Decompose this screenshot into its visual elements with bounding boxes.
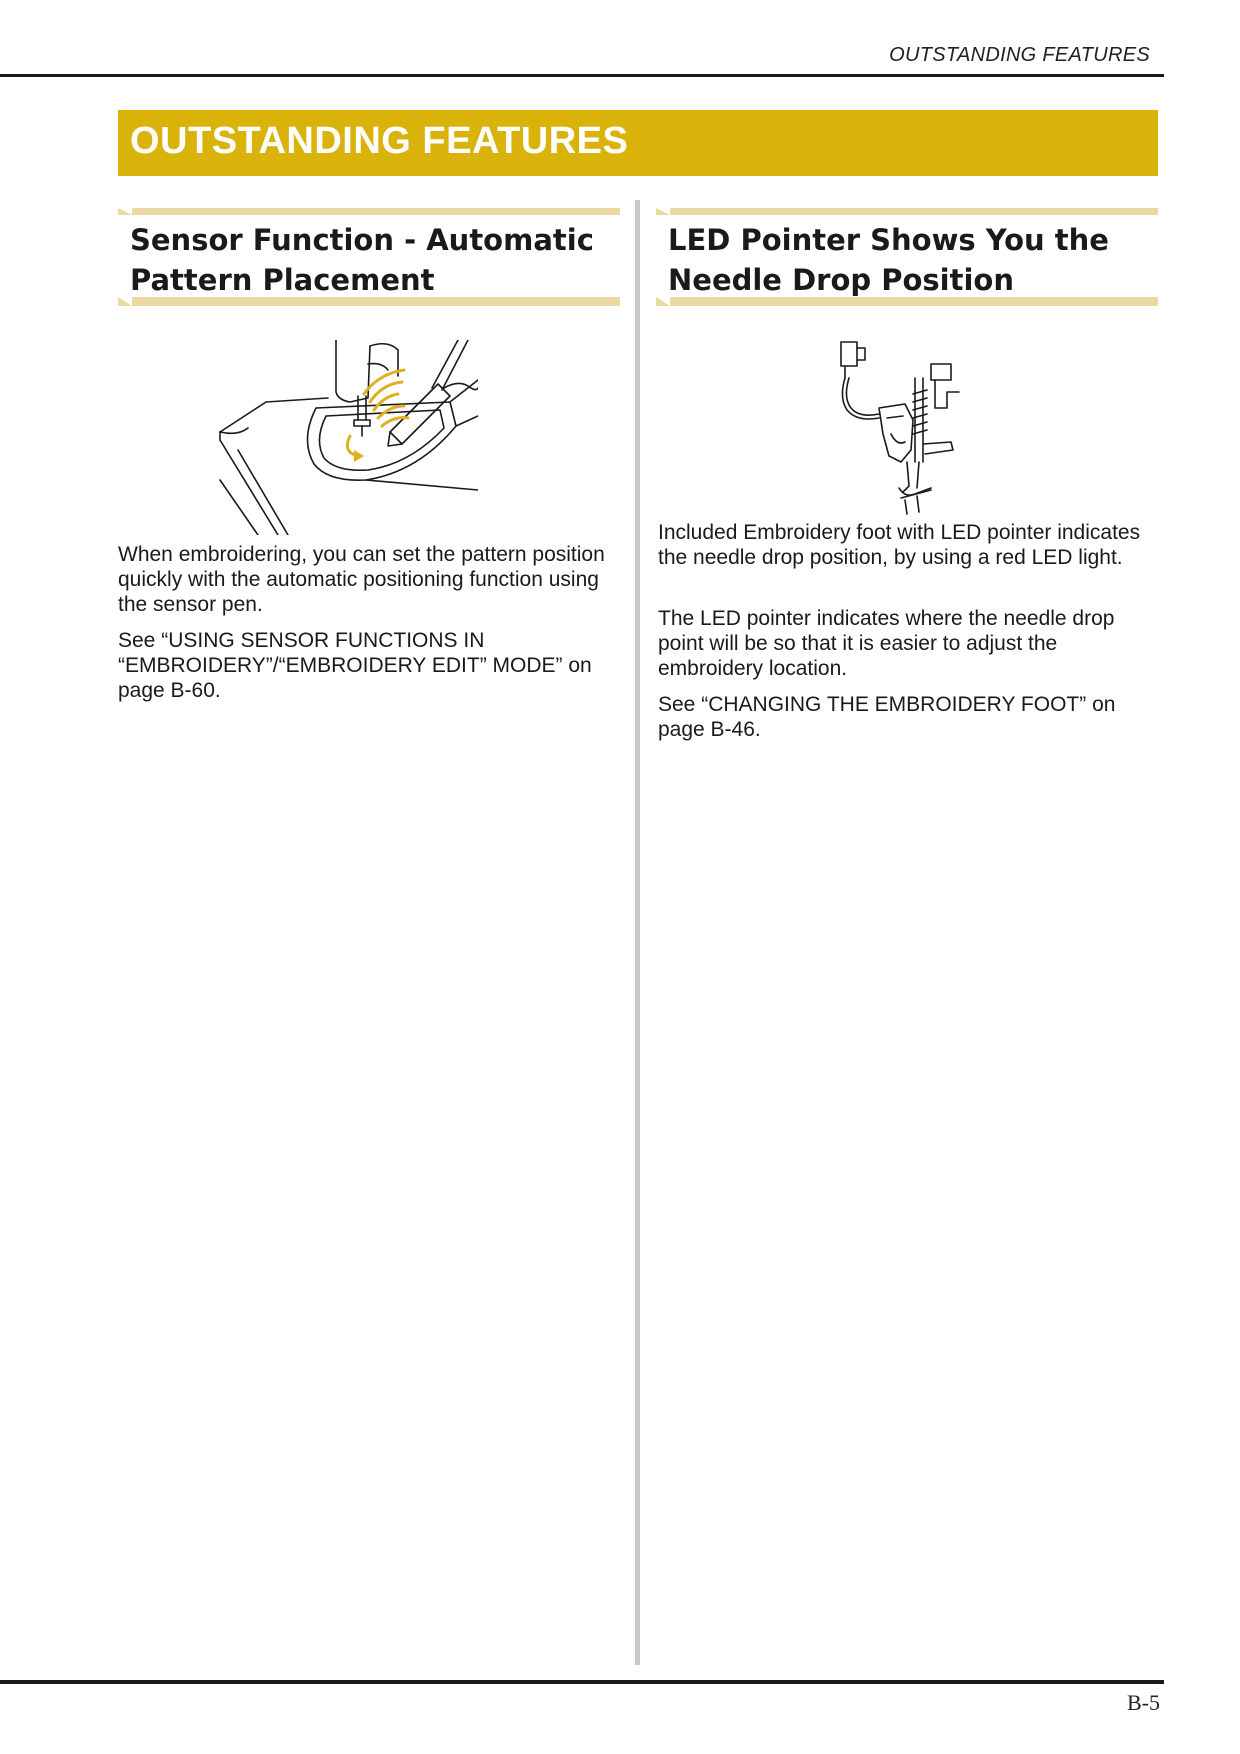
heading-bar-top xyxy=(656,208,1158,215)
section-title: LED Pointer Shows You the Needle Drop Position xyxy=(668,223,1109,297)
chapter-title: OUTSTANDING FEATURES xyxy=(130,120,629,162)
heading-bar-top xyxy=(118,208,620,215)
section-heading-sensor xyxy=(118,208,620,306)
body-paragraph: Included Embroidery foot with LED pointer indicates the needle drop position, by using a red LED light. xyxy=(658,521,1141,569)
cross-reference: See “CHANGING THE EMBROIDERY FOOT” on page B-46. xyxy=(658,693,1116,741)
body-paragraph: When embroidering, you can set the pattern position quickly with the automatic positioning function using the sensor pen. xyxy=(118,543,605,616)
running-header: OUTSTANDING FEATURES xyxy=(889,44,1150,66)
embroidery-foot-led-illustration xyxy=(835,338,977,516)
top-rule xyxy=(0,74,1164,77)
heading-bar-bottom xyxy=(118,297,620,306)
chapter-banner xyxy=(118,110,1158,176)
bottom-rule xyxy=(0,1680,1164,1684)
cross-reference: See “USING SENSOR FUNCTIONS IN “EMBROIDERY”/“EMBROIDERY EDIT” MODE” on page B-60. xyxy=(118,629,592,702)
page-number: B-5 xyxy=(1127,1690,1160,1715)
section-heading-led-pointer xyxy=(656,208,1158,306)
section-title: Sensor Function - Automatic Pattern Placement xyxy=(130,223,594,297)
sensor-pen-embroidery-illustration xyxy=(218,340,478,535)
body-paragraph: The LED pointer indicates where the needle drop point will be so that it is easier to adjust the embroidery location. xyxy=(658,607,1115,680)
column-divider xyxy=(635,200,640,1665)
heading-bar-bottom xyxy=(656,297,1158,306)
